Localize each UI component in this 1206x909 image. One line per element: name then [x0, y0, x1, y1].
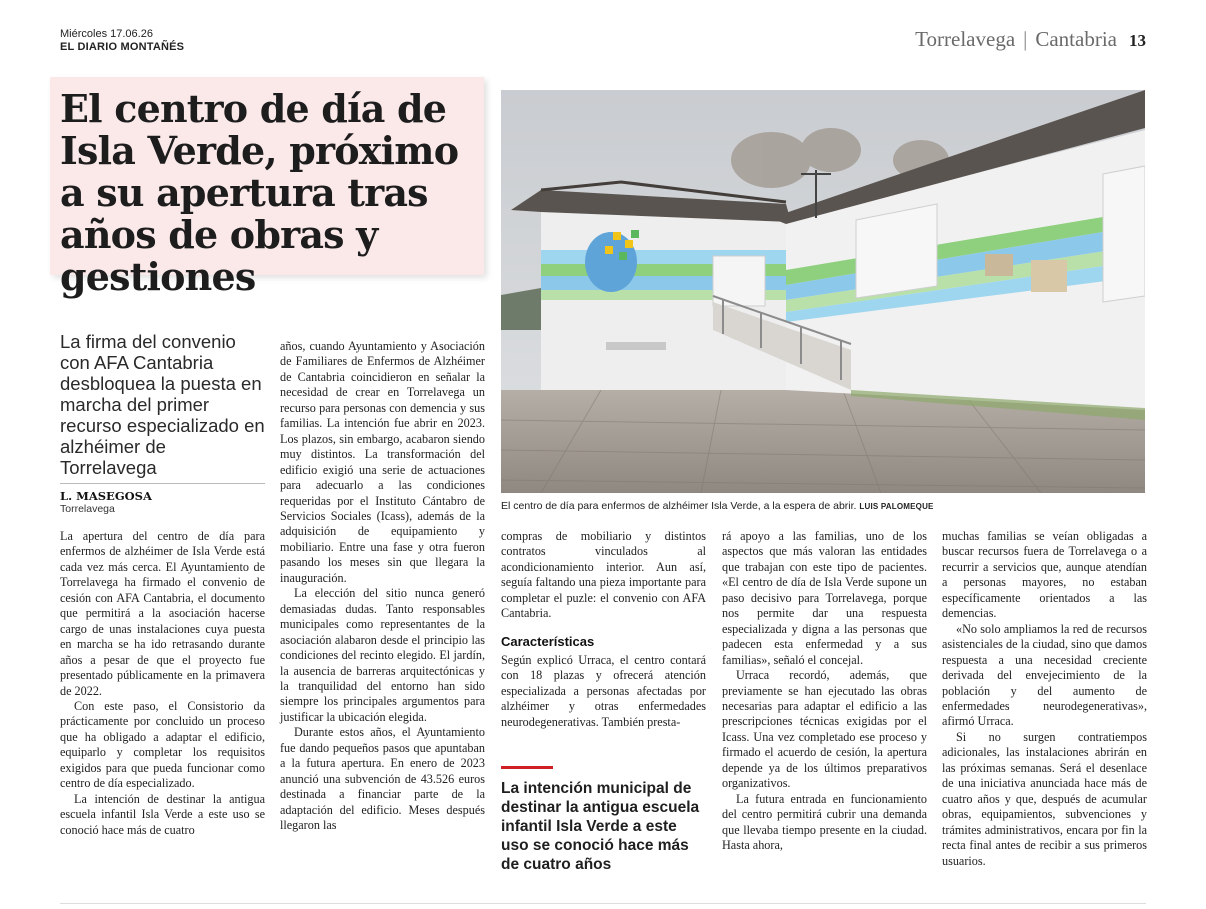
pull-quote-accent: [501, 766, 553, 769]
body-paragraph: Si no surgen contratiempos adicionales, las instalaciones abrirán en las próximas semanas. Será el desenlace de una iniciativa anunciada hace más de cuatro años y que, después de acumular obras, equipamientos, subvenciones y trámites administrativos, encara por fin la recta final antes de recibir a sus primeros usuarios.: [942, 729, 1147, 868]
page-bottom-rule: [60, 903, 1146, 904]
pull-quote: La intención municipal de destinar la antigua escuela infantil Isla Verde a este uso se conoció hace más de cuatro años: [501, 780, 700, 873]
body-paragraph: Según explicó Urraca, el centro contará con 18 plazas y ofrecerá atención especializada a personas afectadas por alzhéimer y otras enfermedades neurodegenerativas. También presta-: [501, 652, 706, 729]
body-paragraph: rá apoyo a las familias, uno de los aspectos que más valoran las entidades que trabajan con este tipo de pacientes. «El centro de día de Isla Verde supone un paso decisivo para Torrelavega, porque nos permite dar una respuesta especializada y digna a las personas que padecen esta enfermedad y a sus familias», señaló el concejal.: [722, 529, 927, 667]
author-name: L. MASEGOSA: [60, 489, 152, 503]
body-paragraph: Urraca recordó, además, que previamente se han ejecutado las obras necesarias para adaptar el edificio a las prescripciones técnicas exigidas por el Icass. Una vez completado ese proceso y firmado el acuerdo de cesión, la apertura depende ya de los últimos preparativos organizativos.: [722, 668, 927, 791]
photo-credit: LUIS PALOMEQUE: [859, 502, 934, 511]
body-column-1: [60, 529, 265, 838]
region-name: Cantabria: [1035, 27, 1117, 51]
article-deck: La firma del convenio con AFA Cantabria desbloquea la puesta en marcha del primer recurso especializado en alzhéimer de Torrelavega: [60, 331, 265, 478]
body-paragraph: La elección del sitio nunca generó demasiadas dudas. Tanto responsables municipales como representantes de la asociación alabaron desde el principio las condiciones del recinto elegido. El jardín, la ausencia de barreras arquitectónicas y la tranquilidad del entorno han sido siempre los principales argumentos para justificar la ubicación elegida.: [280, 586, 485, 724]
byline-divider: [60, 483, 265, 484]
body-paragraph: «No solo ampliamos la red de recursos asistenciales de la ciudad, sino que damos respuesta a una necesidad creciente derivada del envejecimiento de la población y del aumento de enfermedades neurodegenerativas», afirmó Urraca.: [942, 621, 1147, 729]
issue-date: Miércoles 17.06.26: [60, 28, 153, 40]
body-paragraph: muchas familias se veían obligadas a buscar recursos fuera de Torrelavega o a recurrir a servicios que, aunque atendían a personas mayores, no estaban específicamente orientados a las demencias.: [942, 529, 1147, 621]
section-header: [915, 26, 1146, 54]
caption-text: El centro de día para enfermos de alzhéimer Isla Verde, a la espera de abrir.: [501, 500, 857, 512]
section-subhead: Características: [501, 633, 595, 649]
body-paragraph: La futura entrada en funcionamiento del centro permitirá cubrir una demanda que llevaba tiempo presente en la ciudad. Hasta ahora,: [722, 791, 927, 853]
section-name: Torrelavega: [915, 27, 1016, 51]
author-location: Torrelavega: [60, 503, 115, 515]
body-paragraph: Durante estos años, el Ayuntamiento fue dando pequeños pasos que apuntaban a la futura apertura. En enero de 2023 anunció una subvención de 43.526 euros destinada a financiar parte de la adaptación del edificio. Meses después llegaron las: [280, 725, 485, 833]
newspaper-name: EL DIARIO MONTAÑÉS: [60, 41, 185, 53]
body-column-3: [501, 529, 706, 730]
body-paragraph: compras de mobiliario y distintos contratos vinculados al acondicionamiento interior. Aun así, seguía faltando una pieza importante para completar el puzle: el convenio con AFA Cantabria.: [501, 529, 706, 621]
body-paragraph: La apertura del centro de día para enfermos de alzhéimer de Isla Verde está cada vez más cerca. El Ayuntamiento de Torrelavega ha firmado el convenio de cesión con AFA Cantabria, el documento que permitirá a la asociación hacerse cargo de unas instalaciones cuya puesta en marcha se ha ido retrasando durante años a pesar de que el proyecto fue presentado públicamente en la primavera de 2022.: [60, 529, 265, 698]
body-paragraph: años, cuando Ayuntamiento y Asociación de Familiares de Enfermos de Alzhéimer de Cantabria coincidieron en señalar la necesidad de crear en Torrelavega un recurso para personas con demencia y sus familias. La intención fue abrir en 2023. Los plazos, sin embargo, acabaron siendo muy distintos. La transformación del edificio exigió una serie de actuaciones para adecuarlo a las condiciones requeridas por el Instituto Cántabro de Servicios Sociales (Icass), además de la adquisición de equipamiento y mobiliario. Entre una fase y otra fueron pasando los meses sin que llegara la inauguración.: [280, 339, 485, 585]
photo-caption: [501, 500, 1145, 513]
section-separator: |: [1023, 27, 1028, 51]
body-paragraph: Con este paso, el Consistorio da prácticamente por concluido un proceso que ha obligado a adaptar el edificio, equiparlo y completar los requisitos exigidos para que pueda funcionar como centro de día especializado.: [60, 698, 265, 791]
body-column-5: [942, 529, 1147, 869]
headline: El centro de día de Isla Verde, próximo a su apertura tras años de obras y gestiones: [60, 86, 459, 299]
body-column-4: [722, 529, 927, 854]
article-photo: [501, 90, 1145, 493]
page-number: 13: [1129, 31, 1146, 50]
body-paragraph: La intención de destinar la antigua escuela infantil Isla Verde a este uso se conoció hace más de cuatro: [60, 791, 265, 837]
body-column-2: [280, 339, 485, 834]
